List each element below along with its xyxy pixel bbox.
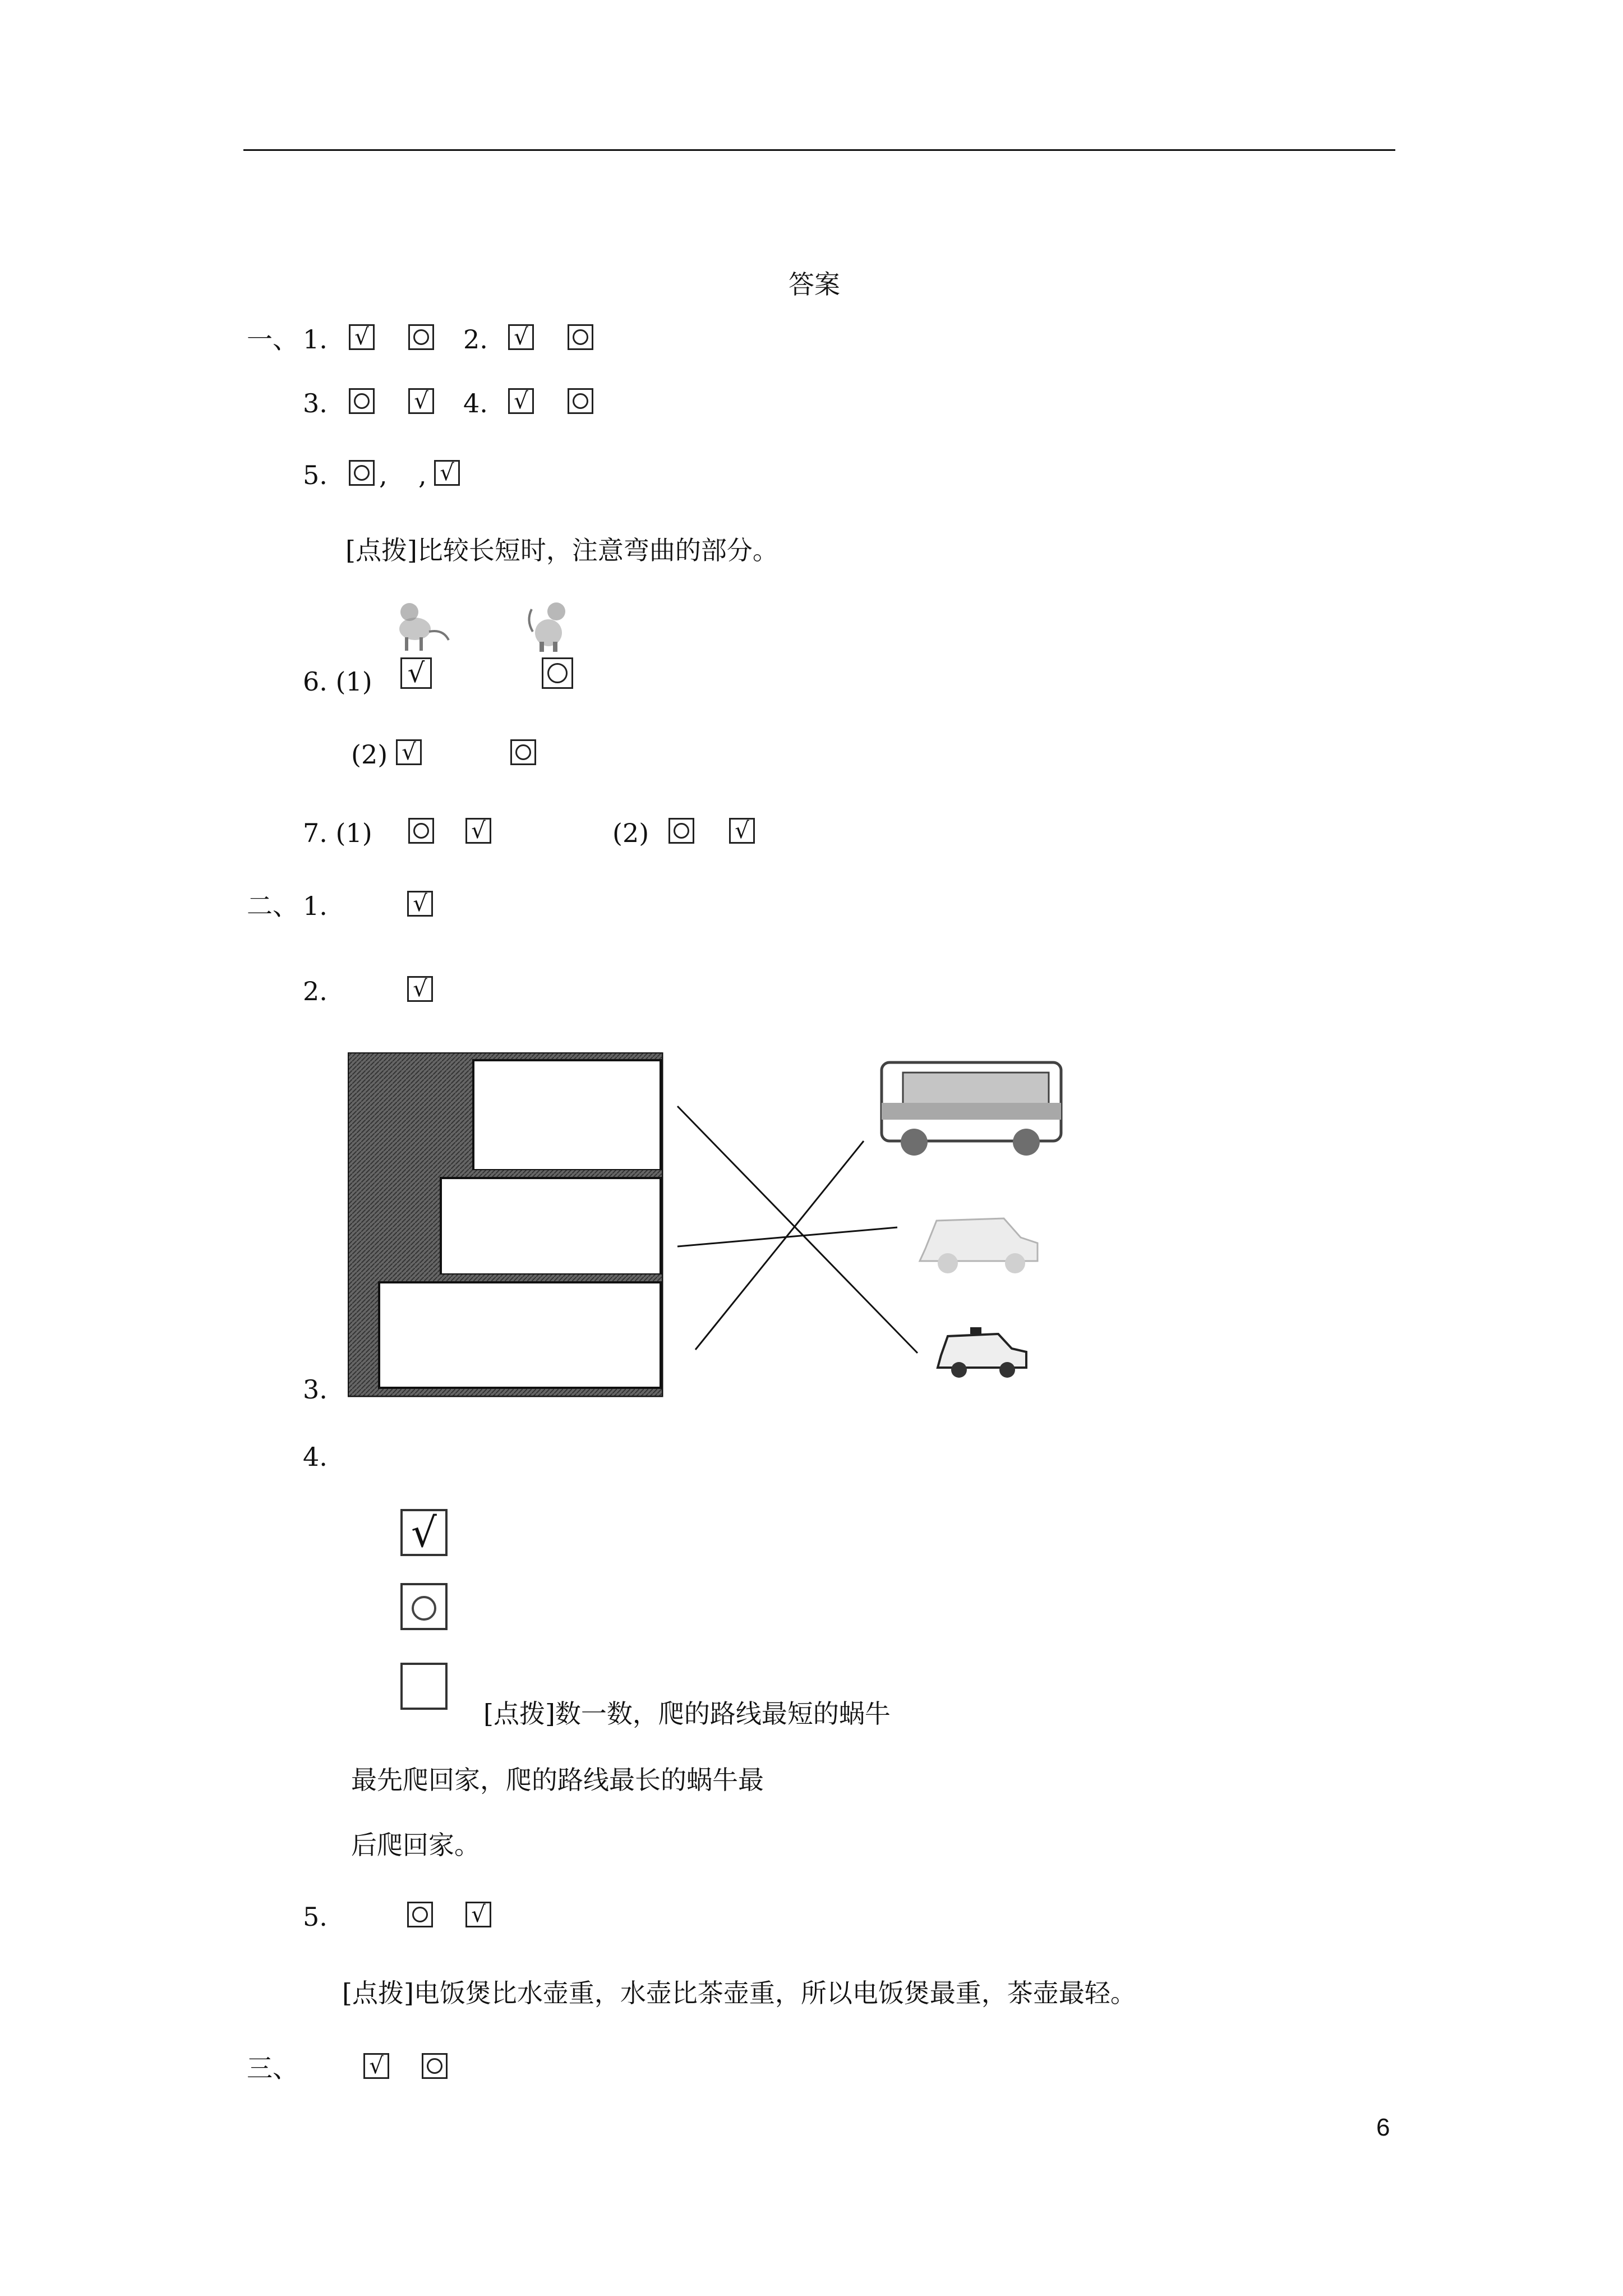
q4-number: 4. [463, 388, 488, 418]
circle-mark-icon [427, 2058, 442, 2074]
animal-picture-2 [522, 598, 578, 654]
answer-box-circle [510, 739, 536, 765]
circle-mark-icon [674, 823, 689, 839]
q1-number: 1. [303, 324, 328, 355]
answer-box-check: √ [407, 891, 433, 917]
circle-mark-icon [573, 393, 588, 409]
parking-matching-diagram [348, 1052, 1110, 1400]
circle-mark-icon [354, 393, 370, 409]
hint-text: [点拨]比较长短时，注意弯曲的部分。 [345, 535, 778, 565]
q7-part2-label: (2) [612, 818, 649, 848]
page-title: 答案 [789, 269, 840, 300]
page-number: 6 [1376, 2114, 1390, 2141]
answer-box-circle [400, 1583, 448, 1630]
q2-number: 2. [303, 976, 328, 1006]
answer-box-empty [400, 1663, 448, 1710]
answer-box-check: √ [363, 2053, 389, 2079]
answer-box-check: √ [434, 460, 460, 486]
answer-box-circle [568, 324, 593, 350]
q6-part1-label: 6. (1) [303, 666, 372, 697]
answer-box-circle [422, 2053, 448, 2079]
answer-box-check: √ [349, 324, 375, 350]
comma: , [379, 460, 388, 490]
animal-picture-1 [387, 598, 454, 654]
answer-box-circle [408, 324, 434, 350]
q2-number: 2. [463, 324, 488, 355]
circle-mark-icon [413, 329, 429, 345]
q3-number: 3. [303, 1374, 328, 1405]
circle-mark-icon [412, 1596, 436, 1621]
q5-number: 5. [303, 460, 328, 490]
answer-box-check: √ [400, 1509, 448, 1556]
answer-box-check: √ [400, 657, 432, 689]
q4-number: 4. [303, 1442, 328, 1472]
answer-box-check: √ [508, 324, 534, 350]
header-rule [243, 149, 1395, 151]
comma: , [418, 460, 427, 490]
answer-box-check: √ [465, 1902, 491, 1927]
q7-part1-label: 7. (1) [303, 818, 372, 848]
answer-box-circle [349, 460, 375, 486]
circle-mark-icon [547, 663, 568, 683]
answer-box-circle [568, 388, 593, 414]
answer-box-check: √ [408, 388, 434, 414]
section-label-2: 二、 [247, 891, 298, 921]
q5-number: 5. [303, 1902, 328, 1932]
hint-text: [点拨]电饭煲比水壶重，水壶比茶壶重，所以电饭煲最重，茶壶最轻。 [342, 1978, 1136, 2008]
answer-box-circle [349, 388, 375, 414]
answer-box-circle [542, 657, 573, 689]
answer-box-circle [408, 818, 434, 844]
answer-box-check: √ [407, 976, 433, 1002]
circle-mark-icon [515, 744, 531, 760]
section-label-1: 一、 [247, 324, 298, 355]
answer-box-check: √ [729, 818, 755, 844]
answer-box-circle [668, 818, 694, 844]
answer-box-check: √ [465, 818, 491, 844]
answer-box-circle [407, 1902, 433, 1927]
hint-text: 最先爬回家，爬的路线最长的蜗牛最 [351, 1765, 764, 1795]
q6-part2-label: (2) [351, 739, 388, 770]
hint-text: 后爬回家。 [351, 1830, 480, 1860]
circle-mark-icon [573, 329, 588, 345]
section-label-3: 三、 [247, 2053, 298, 2083]
q3-number: 3. [303, 388, 328, 418]
answer-box-check: √ [396, 739, 422, 765]
hint-text: [点拨]数一数，爬的路线最短的蜗牛 [483, 1699, 891, 1729]
answer-box-check: √ [508, 388, 534, 414]
circle-mark-icon [354, 465, 370, 481]
circle-mark-icon [412, 1907, 428, 1922]
circle-mark-icon [413, 823, 429, 839]
q1-number: 1. [303, 891, 328, 921]
